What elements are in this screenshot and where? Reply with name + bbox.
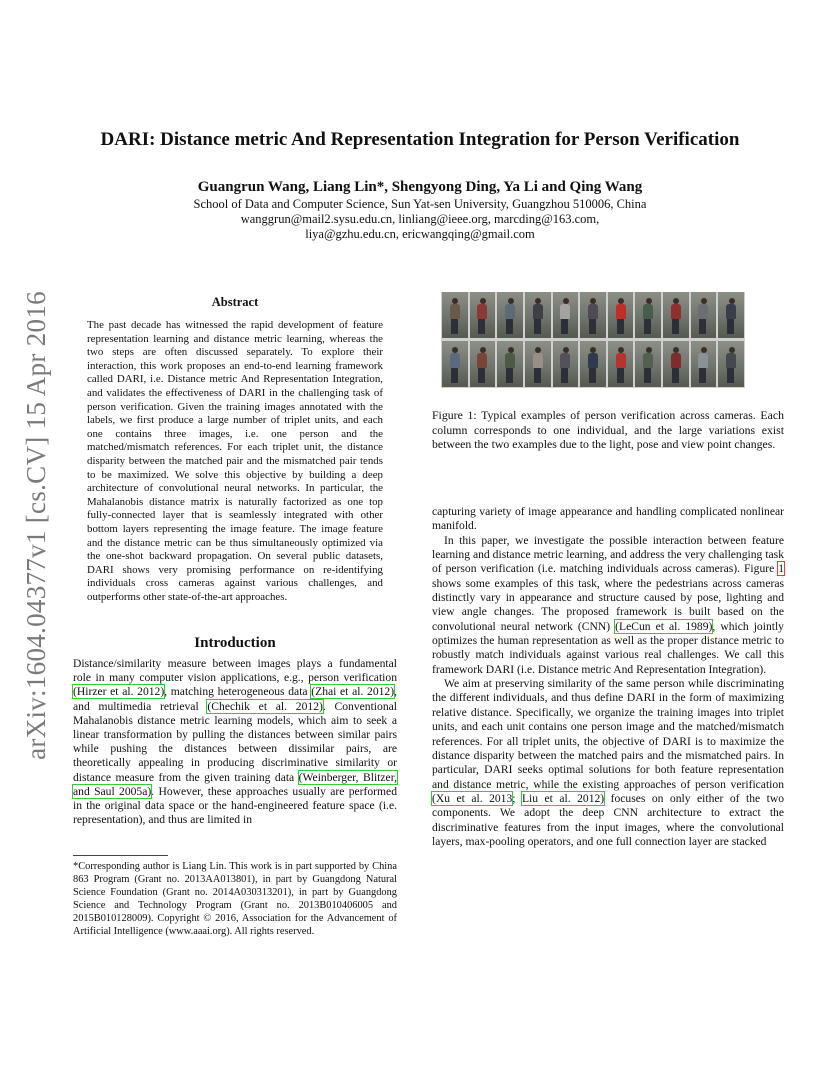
abstract-text: The past decade has witnessed the rapid development of feature representation learning and distance metric learning, whereas the two steps are often discussed separately. To explore their interaction, this work proposes an end-to-end learning framework called DARI, i.e. Distance metric And Representation Integration, and validates the effectiveness of DARI in the challenging task of person verification. Given the training images annotated with the labels, we first produce a large number of triplet units, and each one contains three images, i.e. one person and the matched/mismatch references. For each triplet unit, the distance disparity between the matched pair and the mismatched pair tends to be maximized. We solve this objective by building a deep architecture of convolutional neural networks. In particular, the Mahalanobis distance matrix is naturally factorized as one top fully-connected layer that is seamlessly integrated with other bottom layers representing the image feature. The image feature and the distance metric can be thus simultaneously optimized via the one-shot backward propagation. On several public datasets, DARI shows very promising performance on re-identifying individuals cross cameras against various challenges, and outperforms other state-of-the-art approaches. (87, 319, 383, 603)
pedestrian-photo (553, 292, 579, 338)
paragraph (432, 505, 784, 534)
pedestrian-figure (560, 353, 570, 368)
citation-link[interactable]: (Zhai et al. 2012) (311, 685, 395, 699)
pedestrian-figure (561, 368, 568, 383)
citation-link[interactable]: (LeCun et al. 1989) (615, 619, 713, 633)
pedestrian-photo (470, 341, 496, 387)
pedestrian-photo (691, 341, 717, 387)
paragraph (432, 534, 784, 677)
pedestrian-figure (478, 319, 485, 334)
pedestrian-figure (617, 319, 624, 334)
pedestrian-figure (477, 353, 487, 368)
pedestrian-figure (534, 368, 541, 383)
abstract-heading: Abstract (211, 295, 259, 309)
paragraph-text: In this paper, we investigate the possible interaction between feature learning and distance metric learning, and address the very challenging task of person verification (i.e. matching individuals across cameras). Figure (432, 533, 784, 576)
arxiv-stamp (14, 280, 58, 770)
paragraph (432, 677, 784, 849)
intro-text: . However, these approaches usually are performed in the original data space or the hand-engineered feature space (i.e. representation), and thus are limited in (73, 784, 398, 827)
pedestrian-figure (644, 368, 651, 383)
pedestrian-photo (635, 341, 661, 387)
pedestrian-figure (589, 368, 596, 383)
citation-link[interactable]: (Xu et al. 2013 (432, 791, 513, 805)
pedestrian-photo (608, 292, 634, 338)
pedestrian-figure (671, 304, 681, 319)
intro-text: , matching heterogeneous data (164, 685, 312, 699)
figure-row-top (441, 292, 745, 338)
pedestrian-figure (727, 368, 734, 383)
paragraph-text: , which jointly optimizes the human representation as well as the proper distance metric to robustly match individuals against various real challenges. We call this framework DARI (i.e. Distance metric And Representation Integration). (432, 619, 784, 676)
pedestrian-photo (608, 341, 634, 387)
pedestrian-photo (442, 341, 468, 387)
introduction-heading: Introduction (194, 635, 276, 651)
pedestrian-photo (718, 341, 744, 387)
figure-row-bottom (441, 341, 745, 387)
pedestrian-figure (617, 368, 624, 383)
pedestrian-figure (616, 353, 626, 368)
pedestrian-photo (718, 292, 744, 338)
pedestrian-figure (589, 319, 596, 334)
author-list: Guangrun Wang, Liang Lin*, Shengyong Ding, Ya Li and Qing Wang (197, 179, 643, 195)
pedestrian-photo (497, 341, 523, 387)
pedestrian-figure (506, 319, 513, 334)
pedestrian-photo (663, 341, 689, 387)
pedestrian-figure (643, 353, 653, 368)
introduction-text (73, 657, 397, 827)
paragraph-text: focuses on only either of the two components. We adopt the deep CNN architecture to extract the discriminative features from the input images, where the convolutional layers, max-pooling operators, and one full connection layer are stacked (432, 791, 785, 848)
footnote-text: *Corresponding author is Liang Lin. This work is in part supported by China 863 Program (Grant no. 2013AA013801), in part by Guangdong Natural Science Foundation (Grant no. 2014A030313201), in part by Guangdong Science and Technology Program (Grant no. 2013B010406005 and 2015B010128009). Copyright © 2016, Association for the Advancement of Artificial Intelligence (www.aaai.org). All rights reserved. (73, 861, 397, 937)
affiliation-line: School of Data and Computer Science, Sun Yat-sen University, Guangzhou 510006, China (193, 197, 647, 211)
affiliation-block (80, 197, 760, 242)
footnote-divider (73, 855, 168, 856)
figure-person-gallery (441, 292, 745, 388)
pedestrian-figure (727, 319, 734, 334)
pedestrian-figure (672, 368, 679, 383)
email-line: wanggrun@mail2.sysu.edu.cn, linliang@ieee.org, marcding@163.com, (240, 212, 600, 226)
pedestrian-figure (560, 304, 570, 319)
citation-link[interactable]: (Hirzer et al. 2012) (73, 685, 165, 699)
pedestrian-figure (588, 353, 598, 368)
pedestrian-figure (450, 353, 460, 368)
pedestrian-photo (442, 292, 468, 338)
pedestrian-photo (497, 292, 523, 338)
pedestrian-photo (580, 292, 606, 338)
pedestrian-figure (726, 304, 736, 319)
pedestrian-photo (580, 341, 606, 387)
paragraph-text: capturing variety of image appearance and handling complicated nonlinear manifold. (432, 505, 784, 533)
pedestrian-figure (588, 304, 598, 319)
pedestrian-figure (451, 319, 458, 334)
pedestrian-figure (644, 319, 651, 334)
pedestrian-figure (699, 368, 706, 383)
pedestrian-photo (691, 292, 717, 338)
pedestrian-figure (616, 304, 626, 319)
pedestrian-figure (450, 304, 460, 319)
pedestrian-figure (698, 304, 708, 319)
pedestrian-photo (553, 341, 579, 387)
paragraph-text: shows some examples of this task, where the pedestrians across cameras distinctly vary in appearance and structure caused by pose, lighting and view angle changes. The proposed framework is built based on the convolutional neural network (CNN) (432, 576, 784, 633)
pedestrian-figure (561, 319, 568, 334)
pedestrian-figure (643, 304, 653, 319)
paper-title: DARI: Distance metric And Representation Integration for Person Verification (100, 129, 740, 150)
intro-text: , and multimedia retrieval (73, 685, 397, 713)
email-line: liya@gzhu.edu.cn, ericwangqing@gmail.com (305, 227, 535, 241)
citation-link[interactable]: Liu et al. 2012) (521, 791, 605, 805)
pedestrian-figure (505, 304, 515, 319)
paragraph-text: We aim at preserving similarity of the same person while discriminating the different individuals, and thus define DARI in the form of maximizing relative distance. Specifically, we organize the training images into triplet units, and each unit contains one person image and the matched/mismatch references. For all triplet units, the objective of DARI is to maximize the distance disparity between the matched pairs and the mismatched pairs. In particular, DARI seeks optimal solutions for both feature representation and distance metric, while the existing approaches of person verification (432, 677, 784, 791)
pedestrian-photo (470, 292, 496, 338)
pedestrian-figure (451, 368, 458, 383)
figure-caption: Figure 1: Typical examples of person verification across cameras. Each column corresponds to one individual, and the large variations exist between the two examples due to the light, pose and view point changes. (432, 408, 784, 452)
pedestrian-photo (525, 341, 551, 387)
pedestrian-figure (506, 368, 513, 383)
pedestrian-photo (663, 292, 689, 338)
pedestrian-photo (525, 292, 551, 338)
citation-link[interactable]: (Weinberger, Blitzer, and Saul 2005a) (73, 770, 397, 798)
citation-link[interactable]: (Chechik et al. 2012) (207, 699, 323, 713)
intro-text: Distance/similarity measure between images plays a fundamental role in many computer vision applications, e.g., person verification (73, 657, 397, 685)
pedestrian-figure (672, 319, 679, 334)
pedestrian-figure (671, 353, 681, 368)
pedestrian-figure (533, 304, 543, 319)
pedestrian-photo (635, 292, 661, 338)
pedestrian-figure (534, 319, 541, 334)
pedestrian-figure (533, 353, 543, 368)
pedestrian-figure (505, 353, 515, 368)
right-column-text (432, 505, 784, 849)
pedestrian-figure (478, 368, 485, 383)
pedestrian-figure (698, 353, 708, 368)
pedestrian-figure (726, 353, 736, 368)
intro-text: . Conventional Mahalanobis distance metric learning models, which aim to seek a linear transformation by pulling the distances between similar pairs while pushing the distances between dissimilar pairs, are theoretically appealing in producing discriminative similarity or distance measure from the given training data (73, 699, 397, 784)
arxiv-stamp-text: arXiv:1604.04377v1 [cs.CV] 15 Apr 2016 (20, 290, 51, 760)
figure-reference-link[interactable]: 1 (778, 562, 784, 576)
pedestrian-figure (699, 319, 706, 334)
pedestrian-figure (477, 304, 487, 319)
paragraph-text: ; (512, 791, 522, 805)
